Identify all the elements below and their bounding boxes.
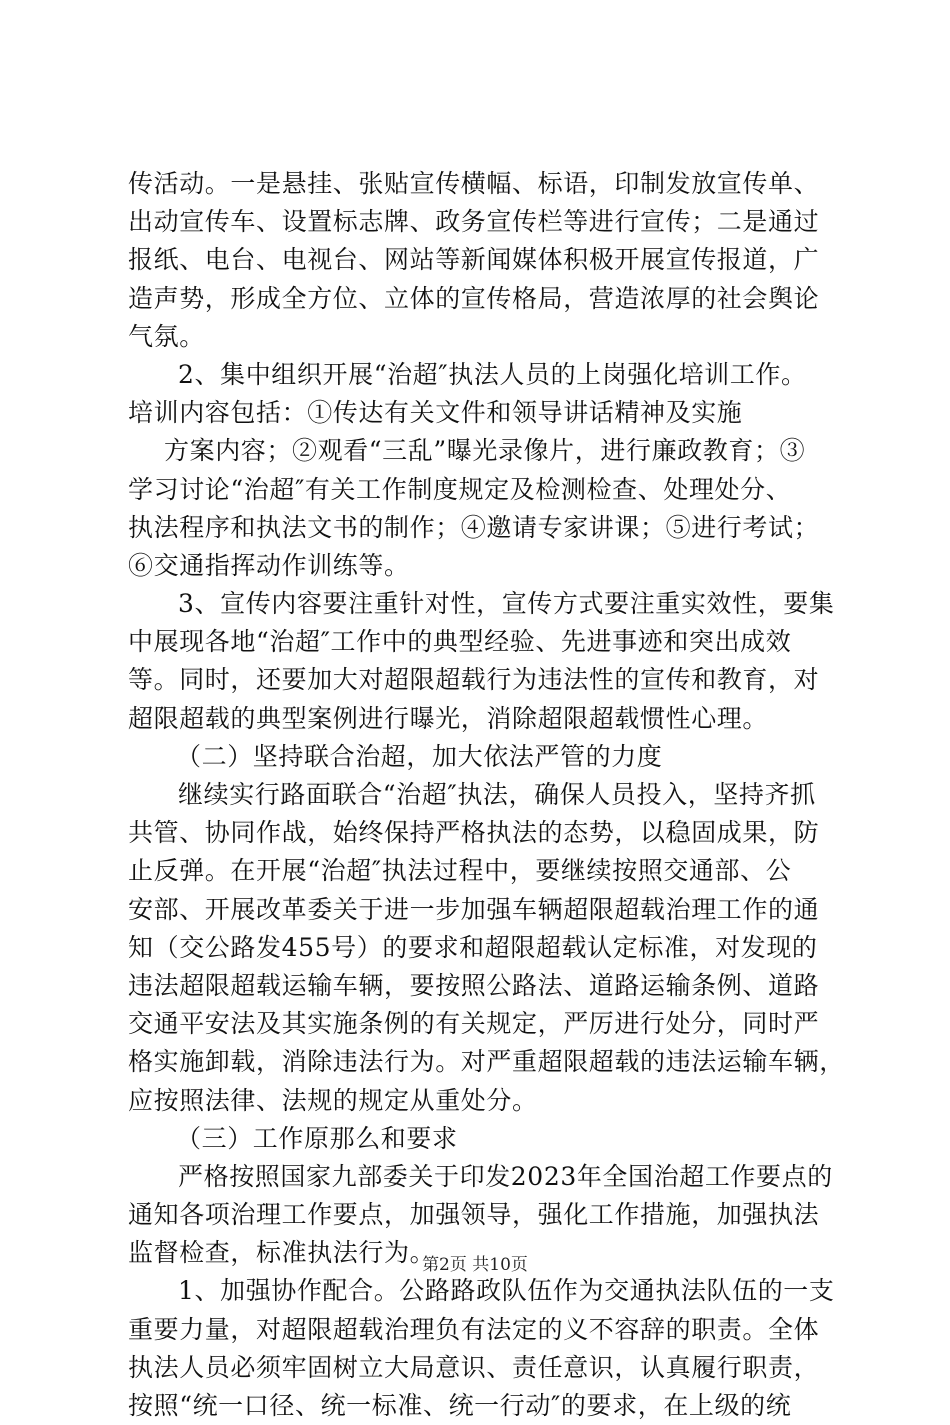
paragraph-start-line: 2、集中组织开展“治超″执法人员的上岗强化培训工作。 xyxy=(178,359,807,389)
document-body xyxy=(128,165,845,1425)
text-line: 中展现各地“治超″工作中的典型经验、先进事迹和突出成效 xyxy=(128,627,792,657)
paragraph-start-line: 继续实行路面联合“治超″执法，确保人员投入，坚持齐抓 xyxy=(178,780,816,809)
text-line: 出动宣传车、设置标志牌、政务宣传栏等进行宣传；二是通过 xyxy=(128,207,820,237)
page-number-footer: 第2页 共10页 xyxy=(422,1255,528,1275)
text-line: 共管、协同作战，始终保持严格执法的态势，以稳固成果，防 xyxy=(128,818,820,848)
text-line: 报纸、电台、电视台、网站等新闻媒体积极开展宣传报道，广 xyxy=(128,245,820,275)
paragraph-start-line: 1、加强协作配合。公路路政队伍作为交通执法队伍的一支 xyxy=(178,1276,835,1306)
text-line: 超限超载的典型案例进行曝光，消除超限超载惯性心理。 xyxy=(128,703,769,733)
text-line: 等。同时，还要加大对超限超载行为违法性的宣传和教育，对 xyxy=(128,665,820,695)
text-line: 违法超限超载运输车辆，要按照公路法、道路运输条例、道路 xyxy=(128,970,820,1000)
text-line: 造声势，形成全方位、立体的宣传格局，营造浓厚的社会舆论 xyxy=(128,283,820,313)
section-heading: （三）工作原那么和要求 xyxy=(176,1123,458,1153)
paragraph-start-line: 严格按照国家九部委关于印发2023年全国治超工作要点的 xyxy=(178,1161,833,1191)
text-line: 学习讨论“治超″有关工作制度规定及检测检查、处理处分、 xyxy=(128,474,792,504)
text-line: 重要力量，对超限超载治理负有法定的义不容辞的职责。全体 xyxy=(128,1314,820,1344)
text-line: 按照“统一口径、统一标准、统一行动″的要求，在上级的统 xyxy=(128,1391,792,1420)
text-line: ⑥交通指挥动作训练等。 xyxy=(128,550,410,580)
text-line: 培训内容包括：①传达有关文件和领导讲话精神及实施 xyxy=(128,398,743,428)
paragraph-start-line: 3、宣传内容要注重针对性，宣传方式要注重实效性，要集 xyxy=(178,589,835,619)
section-heading: （二）坚持联合治超，加大依法严管的力度 xyxy=(176,741,663,771)
text-line: 知（交公路发455号）的要求和超限超载认定标准，对发现的 xyxy=(128,932,818,962)
text-line: 传活动。一是悬挂、张贴宣传横幅、标语，印制发放宣传单、 xyxy=(128,169,820,198)
text-line: 交通平安法及其实施条例的有关规定，严厉进行处分，同时严 xyxy=(128,1009,820,1039)
text-line: 执法程序和执法文书的制作；④邀请专家讲课；⑤进行考试； xyxy=(128,512,820,542)
text-line: 方案内容；②观看“三乱”曝光录像片，进行廉政教育；③ xyxy=(164,436,806,466)
text-line: 安部、开展改革委关于进一步加强车辆超限超载治理工作的通 xyxy=(128,894,820,924)
text-line: 气氛。 xyxy=(128,321,205,351)
text-line: 止反弹。在开展“治超″执法过程中，要继续按照交通部、公 xyxy=(128,856,792,886)
text-line: 执法人员必须牢固树立大局意识、责任意识，认真履行职责， xyxy=(128,1352,820,1382)
text-line: 格实施卸载，消除违法行为。对严重超限超载的违法运输车辆， xyxy=(128,1047,845,1077)
text-line: 监督检查，标准执法行为。 xyxy=(128,1238,436,1268)
text-line: 应按照法律、法规的规定从重处分。 xyxy=(128,1085,538,1115)
text-line: 通知各项治理工作要点，加强领导，强化工作措施，加强执法 xyxy=(128,1200,820,1230)
